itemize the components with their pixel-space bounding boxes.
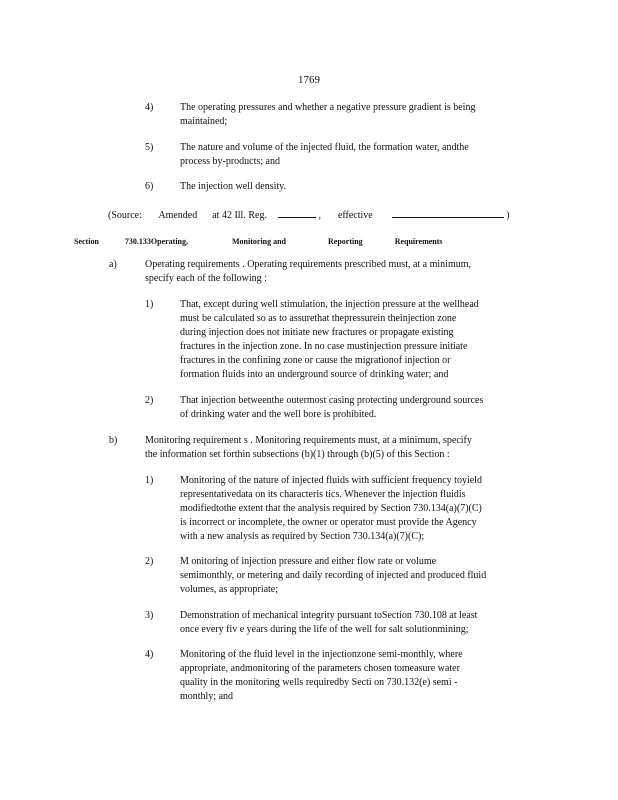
text-line: Monitoring of the fluid level in the injectionzone semi-monthly, where	[180, 649, 463, 660]
text-line: quality in the monitoring wells requiredby Secti on 730.132(e) semi -	[180, 677, 458, 688]
text-line: Monitoring of the nature of injected fluids with sufficient frequency toyield	[180, 475, 482, 486]
text-line: is incorrect or incomplete, the owner or operator must provide the Agency	[180, 517, 477, 528]
text-line: M onitoring of injection pressure and either flow rate or volume	[180, 556, 437, 567]
item-text	[180, 298, 479, 382]
item-text	[180, 394, 483, 422]
subsection-label: a)	[109, 259, 117, 270]
heading-requirements: Requirements	[394, 237, 443, 246]
item-label: 5)	[145, 142, 154, 153]
source-effective: effective	[337, 210, 373, 221]
item-label: 4)	[145, 649, 154, 660]
text-line: must be calculated so as to assurethat thepressurein theinjection zone	[180, 313, 457, 324]
source-register: at 42 Ill. Reg.	[212, 210, 267, 221]
item-label: 6)	[145, 181, 154, 192]
heading-monitoring: Monitoring and	[232, 237, 287, 246]
text-line: appropriate, andmonitoring of the parameters chosen tomeasure water	[180, 663, 460, 674]
item-text	[180, 474, 482, 544]
item-text	[180, 180, 286, 194]
heading-section-number: 730.133Operating,	[124, 237, 188, 246]
text-line: fractures in the confining zone or cause the migrationof injection or	[180, 355, 451, 366]
text-line: monthly; and	[180, 691, 234, 702]
page-number: 1769	[298, 74, 320, 86]
subsection-text	[145, 434, 472, 462]
text-line: The operating pressures and whether a negative pressure gradient is being	[180, 102, 476, 113]
text-line: with a new analysis as required by Section 730.134(a)(7)(C);	[180, 531, 425, 542]
text-line: That, except during well stimulation, the injection pressure at the wellhead	[180, 299, 479, 310]
subsection-label: b)	[109, 435, 118, 446]
effective-date-blank	[392, 208, 504, 218]
item-text	[180, 609, 477, 637]
item-label: 4)	[145, 102, 154, 113]
item-text	[180, 555, 486, 597]
text-line: The injection well density.	[180, 181, 286, 192]
item-label: 2)	[145, 395, 154, 406]
subsection-text	[145, 258, 471, 286]
item-label: 1)	[145, 475, 154, 486]
text-line: once every fiv e years during the life of the well for salt solutionmining;	[180, 624, 469, 635]
text-line: volumes, as appropriate;	[180, 584, 279, 595]
text-line: The nature and volume of the injected fluid, the formation water, andthe	[180, 142, 469, 153]
text-line: Monitoring requirement s . Monitoring requirements must, at a minimum, specify	[145, 435, 472, 446]
source-separator: ,	[318, 210, 321, 221]
source-prefix: (Source:	[108, 210, 142, 221]
text-line: modifiedtothe extent that the analysis required by Section 730.134(a)(7)(C)	[180, 503, 482, 514]
text-line: the information set forthin subsections (b)(1) through (b)(5) of this Section :	[145, 449, 450, 460]
item-label: 1)	[145, 299, 154, 310]
text-line: Demonstration of mechanical integrity pursuant toSection 730.108 at least	[180, 610, 478, 621]
text-line: That injection betweenthe outermost casing protecting underground sources	[180, 395, 484, 406]
source-suffix: )	[506, 210, 510, 221]
item-text	[180, 141, 469, 169]
text-line: of drinking water and the well bore is prohibited.	[180, 409, 377, 420]
source-amended: Amended	[158, 210, 198, 221]
text-line: representativedata on its characteris tics. Whenever the injection fluidis	[180, 489, 466, 500]
item-text	[180, 101, 475, 129]
heading-section-word: Section	[74, 237, 99, 246]
register-page-blank	[278, 208, 316, 218]
item-text	[180, 648, 463, 704]
text-line: semimonthly, or metering and daily recording of injected and produced fluid	[180, 570, 487, 581]
text-line: specify each of the following :	[145, 273, 267, 284]
text-line: Operating requirements . Operating requirements prescribed must, at a minimum,	[145, 259, 472, 270]
item-label: 2)	[145, 556, 154, 567]
source-note	[108, 208, 510, 223]
section-heading	[74, 235, 443, 249]
text-line: maintained;	[180, 116, 228, 127]
text-line: fractures in the injection zone. In no case mustinjection pressure initiate	[180, 341, 468, 352]
text-line: process by-products; and	[180, 156, 280, 167]
text-line: during injection does not initiate new fractures or propagate existing	[180, 327, 454, 338]
heading-reporting: Reporting	[328, 237, 363, 246]
item-label: 3)	[145, 610, 154, 621]
text-line: formation fluids into an underground source of drinking water; and	[180, 369, 449, 380]
